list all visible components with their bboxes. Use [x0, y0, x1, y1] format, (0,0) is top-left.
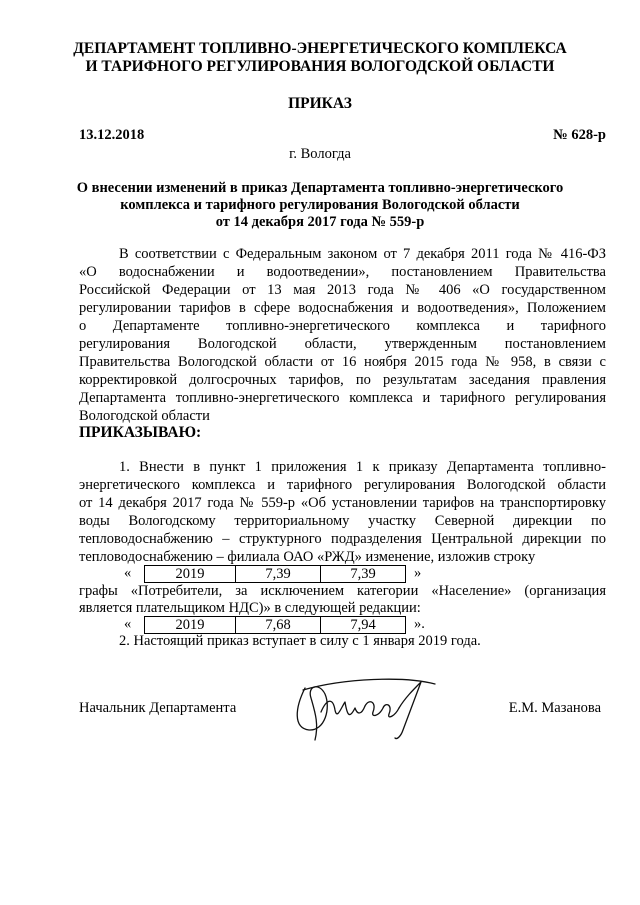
- tariff-value-cell: 7,68: [235, 616, 321, 634]
- document-date: 13.12.2018: [79, 127, 145, 143]
- tariff-value-cell: 7,39: [235, 565, 321, 583]
- document-number: № 628-р: [553, 127, 606, 143]
- item1-line: от 14 декабря 2017 года № 559-р «Об установлении тарифов на транспортировку: [79, 495, 606, 511]
- subject-line3: от 14 декабря 2017 года № 559-р: [215, 214, 425, 230]
- subject-line1: О внесении изменений в приказ Департамента топливно-энергетического: [76, 180, 564, 196]
- department-title-line1: ДЕПАРТАМЕНТ ТОПЛИВНО-ЭНЕРГЕТИЧЕСКОГО КОМПЛЕКСА: [73, 40, 567, 57]
- preamble-line: В соответствии с Федеральным законом от 7 декабря 2011 года № 416-ФЗ: [119, 246, 606, 262]
- signature-name: Е.М. Мазанова: [508, 700, 601, 716]
- open-quote: «: [124, 616, 132, 632]
- open-quote: «: [124, 565, 132, 581]
- tariff-year-cell: 2019: [144, 565, 236, 583]
- preamble-line: Российской Федерации от 13 мая 2013 года № 406 «О государственном: [79, 282, 606, 298]
- item1-line: тепловодоснабжению – филиала ОАО «РЖД» изменение, изложив строку: [79, 549, 536, 565]
- item2-text: 2. Настоящий приказ вступает в силу с 1 января 2019 года.: [119, 633, 481, 649]
- document-city: г. Вологда: [289, 146, 351, 162]
- item1-mid-line: является плательщиком НДС)» в следующей редакции:: [79, 600, 421, 616]
- preamble-line: Департамента топливно-энергетического комплекса и тарифного регулирования: [79, 390, 606, 406]
- preamble-line: корректировкой долгосрочных тарифов, по результатам заседания правления: [79, 372, 606, 388]
- subject-line2: комплекса и тарифного регулирования Вологодской области: [120, 197, 520, 213]
- item1-line: энергетического комплекса и тарифного регулирования Вологодской области: [79, 477, 606, 493]
- item1-line: тепловодоснабжению – структурного подразделения Центральной дирекции по: [79, 531, 606, 547]
- close-quote: ».: [414, 616, 425, 632]
- document-type: ПРИКАЗ: [288, 95, 352, 112]
- item1-line: воды Вологодскому территориальному участку Северной дирекции по: [79, 513, 606, 529]
- item1-line: 1. Внести в пункт 1 приложения 1 к приказу Департамента топливно-: [119, 459, 606, 475]
- close-quote: »: [414, 565, 422, 581]
- tariff-row-new: [124, 616, 424, 634]
- tariff-value-cell: 7,94: [320, 616, 406, 634]
- preamble-line: регулирования Вологодской области, утвержденным постановлением: [79, 336, 606, 352]
- preamble-line: Правительства Вологодской области от 16 ноября 2015 года № 958, в связи с: [79, 354, 606, 370]
- preamble-line: Вологодской области: [79, 408, 210, 424]
- preamble-line: регулировании тарифов в сфере водоснабжения и водоотведения», Положением: [79, 300, 606, 316]
- handwritten-signature: [285, 668, 450, 748]
- tariff-value-cell: 7,39: [320, 565, 406, 583]
- order-word: ПРИКАЗЫВАЮ:: [79, 424, 202, 441]
- item1-mid-line: графы «Потребители, за исключением категории «Население» (организация: [79, 583, 606, 599]
- preamble-line: о Департаменте топливно-энергетического комплекса и тарифного: [79, 318, 606, 334]
- preamble-line: «О водоснабжении и водоотведении», постановлением Правительства: [79, 264, 606, 280]
- tariff-row-old: [124, 565, 424, 583]
- signature-position: Начальник Департамента: [79, 700, 237, 716]
- department-title-line2: И ТАРИФНОГО РЕГУЛИРОВАНИЯ ВОЛОГОДСКОЙ ОБЛАСТИ: [85, 58, 555, 75]
- tariff-year-cell: 2019: [144, 616, 236, 634]
